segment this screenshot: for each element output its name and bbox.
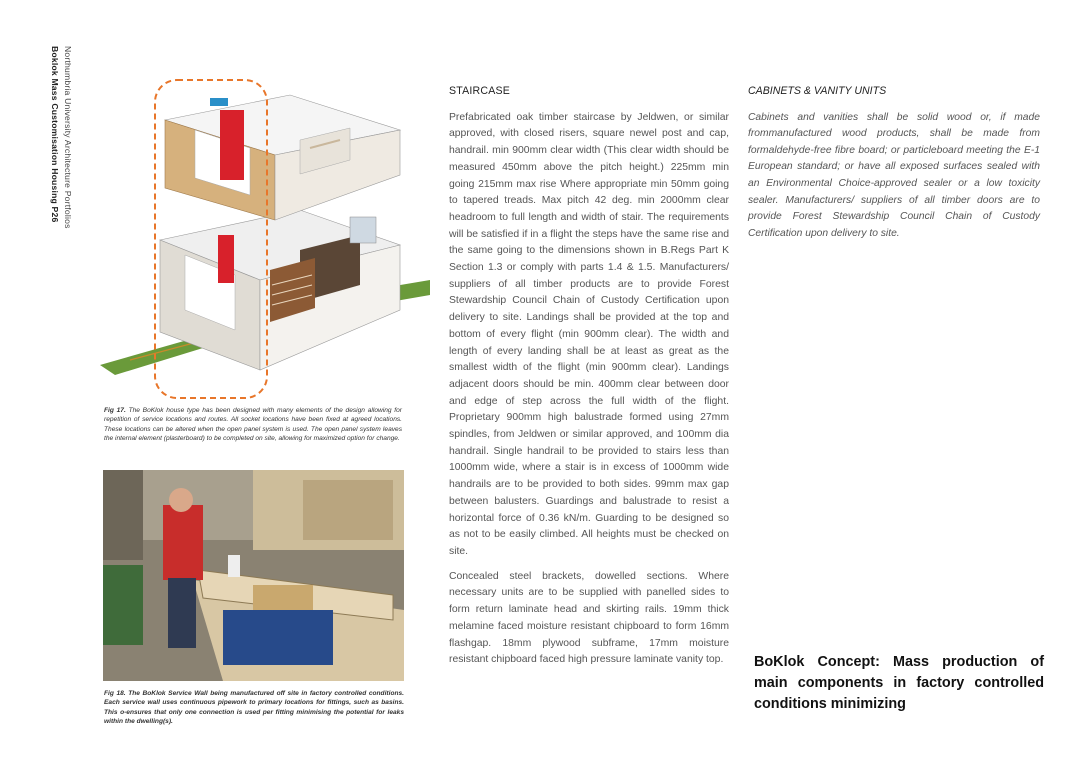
page-title: Boklok Mass Customisation Housing P26	[50, 46, 60, 223]
staircase-paragraph-1: Prefabricated oak timber staircase by Jeldwen, or similar approved, with closed risers, square newel post and cap, handrail. min 900mm clear width (This clear width should be measured 450mm above the pitch height.) 225mm min going 215mm max rise Where appropriate min 50mm going to tapered treads. Max pitch 42 deg. min 2000mm clear headroom to full length and width of stair. The requirements will be satisfied if in a flight the steps have the same rise and the same going to the dimensions shown in B.Regs Part K Section 1.3 or comply with parts 1.4 & 1.5. Manufacturers/ suppliers of all timber products are to provide Forest Stewardship Council Chain of Custody Certification upon delivery to site. Landings shall be provided at the top and bottom of every flight (min 900mm clear). The width and length of every landing shall be at least as great as the smallest width of the flight (min 900mm clear). Landings adjacent doors should be min. 400mm clear between door and edge of step across the full width of the flight. Proprietary 900mm high balustrade formed using 27mm spindles, from Jeldwen or similar approved, and 100mm dia handrail. Single handrail to be provided to stairs less than 1000mm wide, where a stair is in excess of 1000mm wide handrails are to be provided to both sides. 99mm max gap between balusters. Guardings and balustrade to resist a horizontal force of 0.36 kN/m. Guarding to be designed so as not to be easily climbed. All heights must be checked on site.	[449, 111, 729, 557]
house-render-illustration	[100, 70, 430, 400]
concept-callout: BoKlok Concept: Mass production of main components in factory controlled conditions minimizing	[754, 654, 1044, 712]
fig18-caption	[104, 689, 404, 727]
cabinets-heading: CABINETS & VANITY UNITS	[748, 85, 887, 97]
cabinets-paragraph: Cabinets and vanities shall be solid wood or, if made frommanufactured wood products, shall be made from formaldehyde-free fibre board; or particleboard meeting the E-1 European standard; or have all exposed surfaces sealed with an Environmental Choice-approved sealer or a low toxicity sealer. Manufacturers/ suppliers of all timber doors are to provide Forest Stewardship Council Chain of Custody Certification upon delivery to site.	[748, 111, 1040, 239]
portfolio-sidebar-title	[48, 46, 74, 229]
portfolio-name: Northumbria University Architecture Portfolios	[63, 46, 73, 229]
house-exploded-render	[100, 70, 430, 400]
fig18-text: The BoKlok Service Wall being manufactured off site in factory controlled conditions. Each service wall uses continuous pipework to primary locations for fittings, such as basins. This o-ensures that only one connection is used per fitting minimising the potential for leaks within the dwelling(s).	[104, 690, 404, 726]
factory-photo	[103, 470, 404, 681]
fig17-caption	[104, 406, 402, 444]
fig17-text: The BoKlok house type has been designed with many elements of the design allowing for repetition of service locations and routes. All socket locations have been fixed at agreed locations. These locations can be altered when the open panel system is used. The open panel system leaves the internal element (plasterboard) to be completed on site, allowing for maximized option for change.	[104, 407, 402, 443]
fig18-label: Fig 18.	[104, 690, 126, 697]
staircase-section	[449, 83, 729, 677]
staircase-paragraph-2: Concealed steel brackets, dowelled sections. Where necessary units are to be supplied with panelled sides to form return laminate head and skirting rails. 19mm thick melamine faced moisture resistant chipboard to form 16mm flashgap. 18mm plywood subframe, 17mm moisture resistant chipboard faced high pressure laminate vanity top.	[449, 570, 729, 666]
staircase-heading: STAIRCASE	[449, 85, 511, 97]
cabinets-section	[748, 83, 1040, 242]
fig17-label: Fig 17.	[104, 407, 126, 414]
